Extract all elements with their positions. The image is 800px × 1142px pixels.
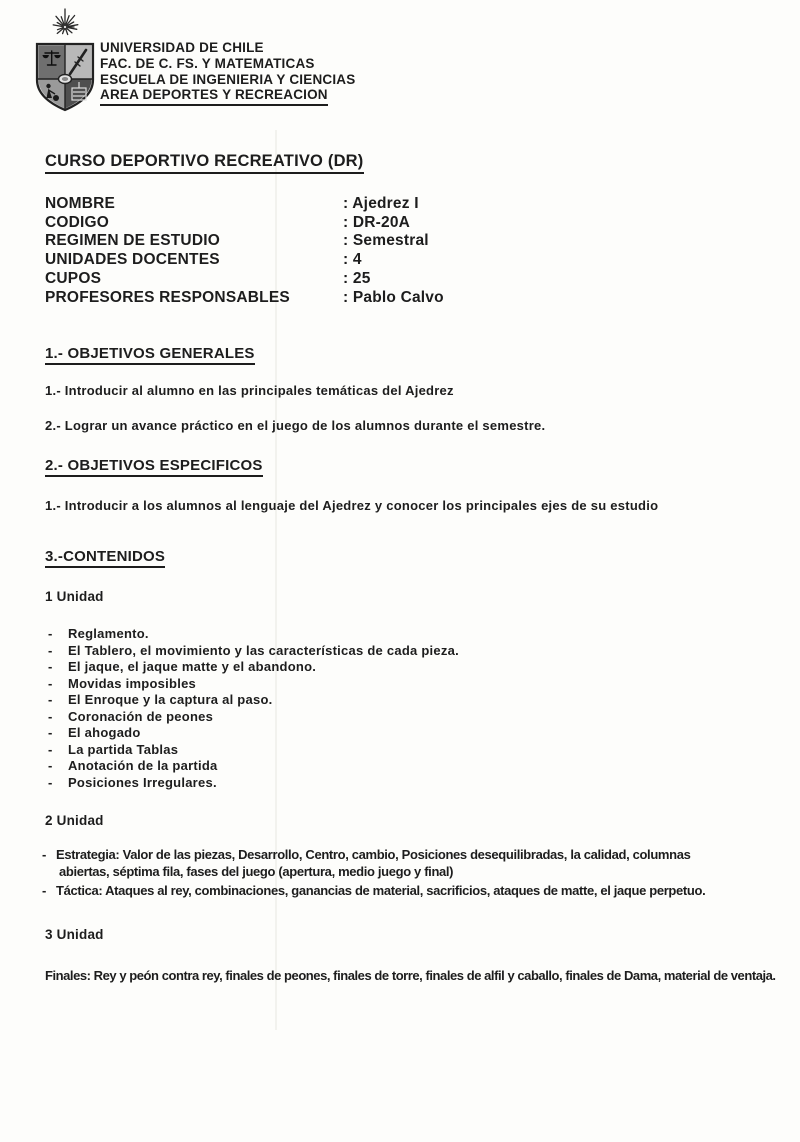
content-item-text: El ahogado xyxy=(68,725,141,740)
bullet-dash: - xyxy=(48,708,53,724)
unit-title: 3 Unidad xyxy=(45,927,104,942)
bullet-dash: - xyxy=(48,692,53,707)
field-row xyxy=(45,195,444,214)
objective-item: 1.- Introducir a los alumnos al lenguaje del Ajedrez y conocer los principales ejes de su estudio xyxy=(45,498,659,513)
field-value-unidades: : 4 xyxy=(343,251,362,269)
unit-3-block xyxy=(45,927,780,984)
finales-paragraph: Finales: Rey y peón contra rey, finales de peones, finales de torre, finales de alfil y caballo, finales de Dama, material de ventaja. xyxy=(45,968,776,983)
unit-1-content-list xyxy=(48,626,459,791)
field-row xyxy=(45,214,444,233)
section-objetivos-generales xyxy=(45,345,775,434)
content-item xyxy=(48,676,459,693)
field-label-codigo: CODIGO xyxy=(45,213,110,231)
content-item-text: Anotación de la partida xyxy=(68,758,218,773)
bullet-dash: - xyxy=(48,758,53,773)
letterhead-line-area: AREA DEPORTES Y RECREACION xyxy=(100,87,328,106)
content-item xyxy=(42,846,739,881)
section-contenidos xyxy=(45,548,165,568)
content-item xyxy=(48,775,459,792)
objective-item: 1.- Introducir al alumno en las principales temáticas del Ajedrez xyxy=(45,383,454,398)
field-label-unidades: UNIDADES DOCENTES xyxy=(45,251,220,269)
content-item xyxy=(48,626,459,643)
content-item-text: Posiciones Irregulares. xyxy=(68,774,217,790)
content-item-text: Reglamento. xyxy=(68,626,149,641)
letterhead xyxy=(100,40,355,106)
content-item xyxy=(48,758,459,775)
content-item-text: El Tablero, el movimiento y las características de cada pieza. xyxy=(68,642,459,658)
unit-title: 1 Unidad xyxy=(45,589,104,604)
field-label-nombre: NOMBRE xyxy=(45,195,116,212)
content-item xyxy=(48,659,459,676)
field-value-profesores: : Pablo Calvo xyxy=(343,288,444,306)
bullet-dash: - xyxy=(48,659,53,674)
content-item-text: Movidas imposibles xyxy=(68,675,197,691)
content-item xyxy=(48,742,459,759)
university-crest-logo xyxy=(28,6,100,118)
section-objetivos-especificos xyxy=(45,457,775,514)
unit-title: 2 Unidad xyxy=(45,813,104,828)
bullet-dash: - xyxy=(42,847,46,862)
section-heading: 2.- OBJETIVOS ESPECIFICOS xyxy=(45,457,263,477)
crest-icon xyxy=(28,6,100,118)
section-heading: 1.- OBJETIVOS GENERALES xyxy=(45,345,255,365)
unit-2-block xyxy=(42,813,739,900)
field-label-profesores: PROFESORES RESPONSABLES xyxy=(45,288,290,306)
content-item-text: Táctica: Ataques al rey, combinaciones, ganancias de material, sacrificios, ataques de matte, el jaque perpetuo. xyxy=(56,882,706,898)
course-fields xyxy=(45,195,444,307)
field-row xyxy=(45,289,444,308)
letterhead-line-faculty: FAC. DE C. FS. Y MATEMATICAS xyxy=(100,55,315,71)
letterhead-line-school: ESCUELA DE INGENIERIA Y CIENCIAS xyxy=(100,71,356,87)
course-title: CURSO DEPORTIVO RECREATIVO (DR) xyxy=(45,152,364,174)
content-item-text: Coronación de peones xyxy=(68,708,214,724)
field-value-regimen: : Semestral xyxy=(343,232,429,250)
objective-item: 2.- Lograr un avance práctico en el juego de los alumnos durante el semestre. xyxy=(45,418,546,433)
content-item-text: El Enroque y la captura al paso. xyxy=(68,692,273,707)
content-item xyxy=(42,882,739,899)
field-value-codigo: : DR-20A xyxy=(343,213,411,231)
bullet-dash: - xyxy=(48,626,53,641)
field-value-cupos: : 25 xyxy=(343,269,371,287)
unit-1-block xyxy=(45,589,459,791)
bullet-dash: - xyxy=(48,642,53,658)
content-item-text: El jaque, el jaque matte y el abandono. xyxy=(68,659,317,674)
starburst-rays xyxy=(53,9,78,35)
bullet-dash: - xyxy=(42,882,46,898)
bullet-dash: - xyxy=(48,741,53,757)
unit-2-content-list xyxy=(42,846,739,899)
content-item xyxy=(48,725,459,742)
bullet-dash: - xyxy=(48,675,53,691)
field-label-regimen: REGIMEN DE ESTUDIO xyxy=(45,232,220,250)
bullet-dash: - xyxy=(48,774,53,790)
content-item xyxy=(48,643,459,660)
content-item-text: Estrategia: Valor de las piezas, Desarrollo, Centro, cambio, Posiciones desequilibradas, la calidad, columnas abiertas, séptima fila, fases del juego (apertura, medio juego y final) xyxy=(56,847,691,880)
field-label-cupos: CUPOS xyxy=(45,269,102,287)
field-row xyxy=(45,251,444,270)
content-item xyxy=(48,709,459,726)
content-item-text: La partida Tablas xyxy=(68,741,179,757)
section-heading: 3.-CONTENIDOS xyxy=(45,548,165,568)
field-row xyxy=(45,270,444,289)
letterhead-line-university: UNIVERSIDAD DE CHILE xyxy=(100,40,264,55)
field-value-nombre: : Ajedrez I xyxy=(343,195,419,212)
content-item xyxy=(48,692,459,709)
field-row xyxy=(45,232,444,251)
bullet-dash: - xyxy=(48,725,53,740)
